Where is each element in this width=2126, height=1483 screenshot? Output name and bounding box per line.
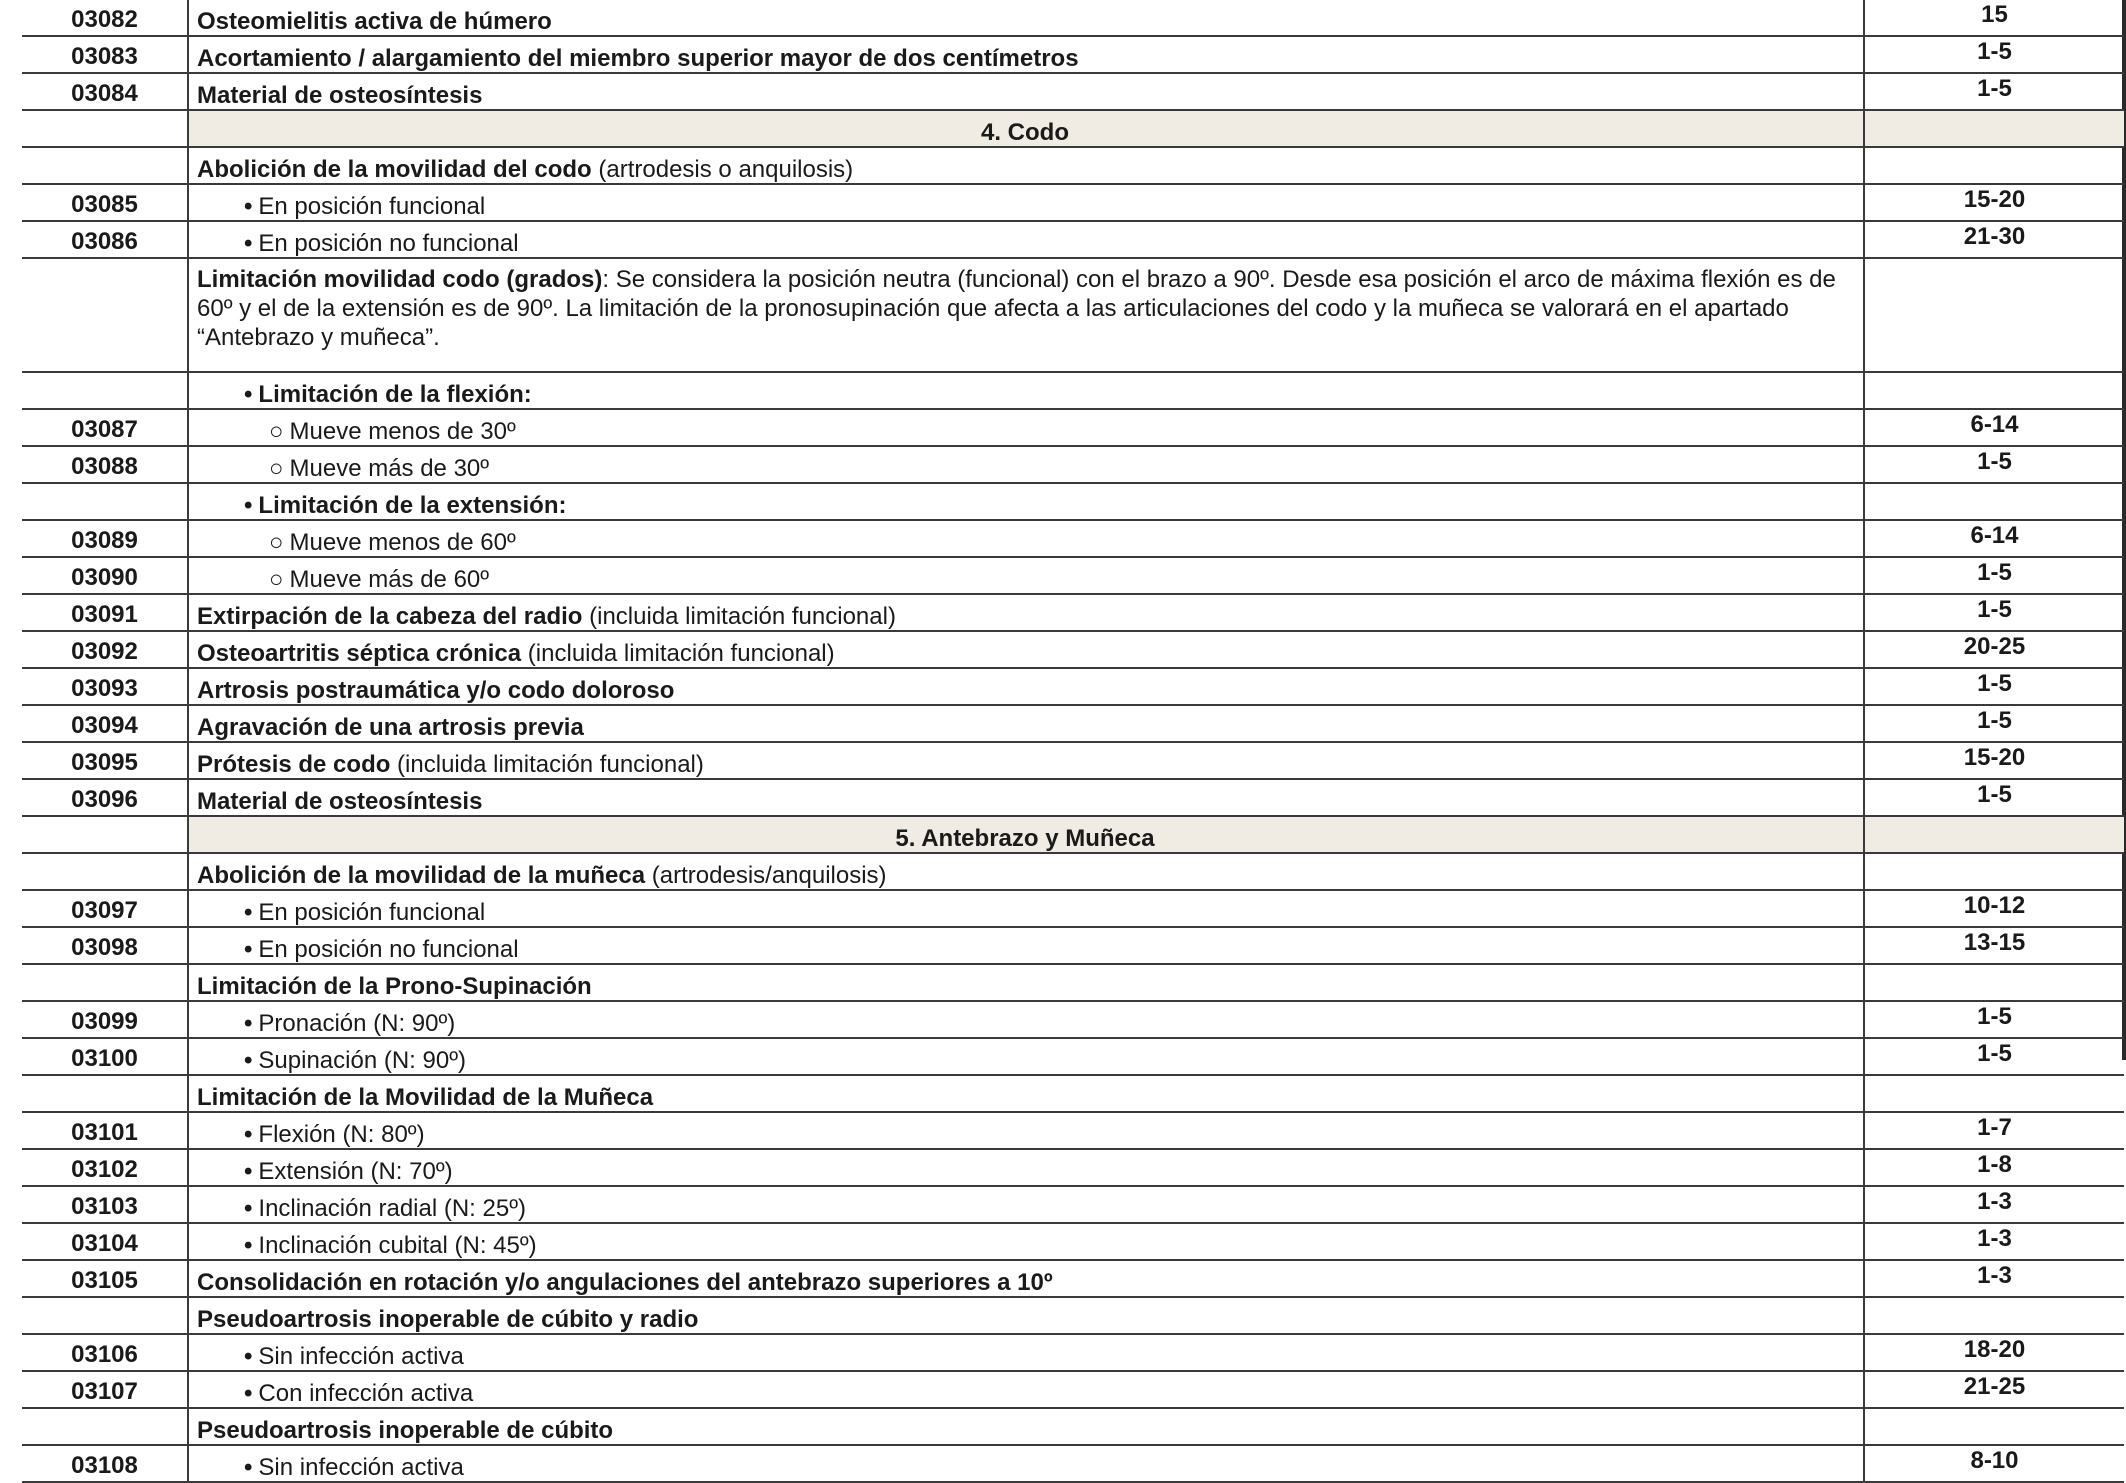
item-value bbox=[1864, 372, 2124, 409]
item-value bbox=[1864, 964, 2124, 1001]
item-code: 03103 bbox=[22, 1186, 188, 1223]
item-value: 1-5 bbox=[1864, 446, 2124, 483]
item-note: Pronación (N: 90º) bbox=[258, 1010, 456, 1037]
bullet-icon: • bbox=[244, 1195, 253, 1222]
item-description bbox=[188, 1149, 1864, 1186]
item-note: (incluida limitación funcional) bbox=[390, 751, 704, 778]
section-header-row bbox=[22, 110, 2124, 147]
table-row bbox=[22, 73, 2124, 110]
section-title: 4. Codo bbox=[188, 110, 1864, 147]
item-note: Sin infección activa bbox=[258, 1343, 464, 1370]
item-value: 6-14 bbox=[1864, 520, 2124, 557]
item-description bbox=[188, 1445, 1864, 1482]
item-note: Inclinación radial (N: 25º) bbox=[258, 1195, 526, 1222]
paragraph-title: Limitación movilidad codo (grados) bbox=[197, 266, 603, 293]
table-row bbox=[22, 927, 2124, 964]
bullet-icon: • bbox=[244, 899, 253, 926]
item-value: 1-5 bbox=[1864, 1001, 2124, 1038]
item-title: Acortamiento / alargamiento del miembro superior mayor de dos centímetros bbox=[197, 45, 1079, 72]
item-value: 10-12 bbox=[1864, 890, 2124, 927]
table-row bbox=[22, 1075, 2124, 1112]
item-code: 03101 bbox=[22, 1112, 188, 1149]
item-title: Prótesis de codo bbox=[197, 751, 391, 778]
item-code bbox=[22, 1075, 188, 1112]
item-note: Con infección activa bbox=[258, 1380, 474, 1407]
bullet-icon: • bbox=[244, 1232, 253, 1259]
item-title: Osteoartritis séptica crónica bbox=[197, 640, 522, 667]
item-code: 03097 bbox=[22, 890, 188, 927]
item-value: 21-25 bbox=[1864, 1371, 2124, 1408]
table-row bbox=[22, 1186, 2124, 1223]
bullet-icon: • bbox=[244, 1454, 253, 1481]
item-title: Pseudoartrosis inoperable de cúbito bbox=[197, 1417, 614, 1444]
paragraph-text: : Se considera la posición neutra (funcional) con el brazo a 90º. Desde esa posición el arco de máxima flexión es de 60º y el de la extensión es de 90º. La limitación de la pronosupinación que afecta a las articulaciones del codo y la muñeca se valorará en el apartado “Antebrazo y muñeca”. bbox=[197, 266, 1836, 351]
item-note: Supinación (N: 90º) bbox=[258, 1047, 466, 1074]
table-row bbox=[22, 705, 2124, 742]
item-value bbox=[1864, 1297, 2124, 1334]
item-code bbox=[22, 147, 188, 184]
table-row bbox=[22, 1371, 2124, 1408]
item-description bbox=[188, 1075, 1864, 1112]
item-description bbox=[188, 1408, 1864, 1445]
item-description bbox=[188, 1001, 1864, 1038]
table-row bbox=[22, 1223, 2124, 1260]
bullet-icon: • bbox=[244, 1010, 253, 1037]
item-note: Inclinación cubital (N: 45º) bbox=[258, 1232, 537, 1259]
item-code: 03087 bbox=[22, 409, 188, 446]
item-code bbox=[22, 483, 188, 520]
item-value bbox=[1864, 1075, 2124, 1112]
table-row bbox=[22, 890, 2124, 927]
item-code bbox=[22, 1297, 188, 1334]
item-title: Abolición de la movilidad de la muñeca bbox=[197, 862, 646, 889]
item-note: Mueve menos de 60º bbox=[289, 529, 516, 556]
item-description bbox=[188, 964, 1864, 1001]
item-code: 03094 bbox=[22, 705, 188, 742]
item-code: 03107 bbox=[22, 1371, 188, 1408]
item-code: 03090 bbox=[22, 557, 188, 594]
section-title: 5. Antebrazo y Muñeca bbox=[188, 816, 1864, 853]
item-value: 1-5 bbox=[1864, 36, 2124, 73]
item-value: 1-3 bbox=[1864, 1186, 2124, 1223]
item-code: 03096 bbox=[22, 779, 188, 816]
item-code: 03095 bbox=[22, 742, 188, 779]
item-code: 03104 bbox=[22, 1223, 188, 1260]
item-title: Limitación de la extensión: bbox=[258, 492, 567, 519]
item-value bbox=[1864, 853, 2124, 890]
bullet-icon: • bbox=[244, 193, 253, 220]
item-description bbox=[188, 1223, 1864, 1260]
item-note: (incluida limitación funcional) bbox=[521, 640, 835, 667]
table-row bbox=[22, 964, 2124, 1001]
item-note: (artrodesis o anquilosis) bbox=[591, 156, 854, 183]
item-description bbox=[188, 147, 1864, 184]
item-title: Pseudoartrosis inoperable de cúbito y radio bbox=[197, 1306, 699, 1333]
item-code: 03086 bbox=[22, 221, 188, 258]
item-description bbox=[188, 0, 1864, 36]
item-note: En posición funcional bbox=[258, 193, 486, 220]
item-value bbox=[1864, 1408, 2124, 1445]
item-description bbox=[188, 631, 1864, 668]
bullet-icon: • bbox=[244, 1158, 253, 1185]
item-code: 03083 bbox=[22, 36, 188, 73]
item-note: En posición no funcional bbox=[258, 230, 519, 257]
item-code: 03091 bbox=[22, 594, 188, 631]
item-title: Osteomielitis activa de húmero bbox=[197, 8, 552, 35]
item-note: En posición no funcional bbox=[258, 936, 519, 963]
table-row bbox=[22, 557, 2124, 594]
item-description bbox=[188, 446, 1864, 483]
table-row bbox=[22, 1445, 2124, 1482]
code-cell bbox=[22, 816, 188, 853]
code-cell bbox=[22, 110, 188, 147]
item-code: 03108 bbox=[22, 1445, 188, 1482]
item-code: 03085 bbox=[22, 184, 188, 221]
table-row bbox=[22, 221, 2124, 258]
item-value: 21-30 bbox=[1864, 221, 2124, 258]
item-note: Extensión (N: 70º) bbox=[258, 1158, 453, 1185]
item-title: Limitación de la flexión: bbox=[258, 381, 532, 408]
circle-bullet-icon: ○ bbox=[269, 418, 284, 445]
item-value: 20-25 bbox=[1864, 631, 2124, 668]
item-title: Abolición de la movilidad del codo bbox=[197, 156, 592, 183]
item-note: Mueve más de 30º bbox=[289, 455, 490, 482]
item-value: 8-10 bbox=[1864, 1445, 2124, 1482]
circle-bullet-icon: ○ bbox=[269, 566, 284, 593]
item-value: 15-20 bbox=[1864, 742, 2124, 779]
table-row bbox=[22, 1112, 2124, 1149]
item-description bbox=[188, 779, 1864, 816]
circle-bullet-icon: ○ bbox=[269, 529, 284, 556]
bullet-icon: • bbox=[244, 1047, 253, 1074]
item-code bbox=[22, 964, 188, 1001]
item-note: En posición funcional bbox=[258, 899, 486, 926]
bullet-icon: • bbox=[244, 230, 253, 257]
table-row bbox=[22, 520, 2124, 557]
item-note: Flexión (N: 80º) bbox=[258, 1121, 425, 1148]
item-value: 18-20 bbox=[1864, 1334, 2124, 1371]
value-cell bbox=[1864, 258, 2124, 372]
table-row bbox=[22, 483, 2124, 520]
table-row bbox=[22, 1001, 2124, 1038]
item-description bbox=[188, 1038, 1864, 1075]
item-description bbox=[188, 668, 1864, 705]
item-description bbox=[188, 1371, 1864, 1408]
item-value: 1-5 bbox=[1864, 594, 2124, 631]
bullet-icon: • bbox=[244, 1380, 253, 1407]
table-row bbox=[22, 853, 2124, 890]
item-code: 03100 bbox=[22, 1038, 188, 1075]
table-row bbox=[22, 742, 2124, 779]
item-title: Agravación de una artrosis previa bbox=[197, 714, 584, 741]
table-row bbox=[22, 36, 2124, 73]
table-row bbox=[22, 668, 2124, 705]
item-code: 03105 bbox=[22, 1260, 188, 1297]
paragraph-cell bbox=[188, 258, 1864, 372]
item-value: 1-5 bbox=[1864, 705, 2124, 742]
item-code: 03099 bbox=[22, 1001, 188, 1038]
circle-bullet-icon: ○ bbox=[269, 455, 284, 482]
code-cell bbox=[22, 258, 188, 372]
explanatory-paragraph-row bbox=[22, 258, 2124, 372]
table-row bbox=[22, 409, 2124, 446]
item-title: Material de osteosíntesis bbox=[197, 788, 483, 815]
item-code bbox=[22, 1408, 188, 1445]
item-description bbox=[188, 1260, 1864, 1297]
item-code: 03098 bbox=[22, 927, 188, 964]
item-description bbox=[188, 184, 1864, 221]
item-description bbox=[188, 1297, 1864, 1334]
item-description bbox=[188, 557, 1864, 594]
item-code: 03088 bbox=[22, 446, 188, 483]
item-description bbox=[188, 36, 1864, 73]
table-row bbox=[22, 779, 2124, 816]
item-value: 6-14 bbox=[1864, 409, 2124, 446]
item-code: 03092 bbox=[22, 631, 188, 668]
item-description bbox=[188, 594, 1864, 631]
item-code: 03084 bbox=[22, 73, 188, 110]
item-value: 1-5 bbox=[1864, 73, 2124, 110]
item-description bbox=[188, 1112, 1864, 1149]
item-value: 15 bbox=[1864, 0, 2124, 36]
item-value: 15-20 bbox=[1864, 184, 2124, 221]
item-description bbox=[188, 1186, 1864, 1223]
item-value bbox=[1864, 147, 2124, 184]
table-row bbox=[22, 147, 2124, 184]
bullet-icon: • bbox=[244, 381, 253, 408]
item-description bbox=[188, 409, 1864, 446]
item-title: Consolidación en rotación y/o angulaciones del antebrazo superiores a 10º bbox=[197, 1269, 1053, 1296]
item-description bbox=[188, 372, 1864, 409]
item-value: 1-8 bbox=[1864, 1149, 2124, 1186]
bullet-icon: • bbox=[244, 1121, 253, 1148]
item-code: 03093 bbox=[22, 668, 188, 705]
item-title: Extirpación de la cabeza del radio bbox=[197, 603, 583, 630]
item-value: 1-3 bbox=[1864, 1223, 2124, 1260]
table-row bbox=[22, 1149, 2124, 1186]
item-value: 1-5 bbox=[1864, 557, 2124, 594]
item-note: Sin infección activa bbox=[258, 1454, 464, 1481]
item-note: (artrodesis/anquilosis) bbox=[645, 862, 887, 889]
item-value: 1-3 bbox=[1864, 1260, 2124, 1297]
item-code bbox=[22, 853, 188, 890]
value-cell bbox=[1864, 816, 2124, 853]
item-description bbox=[188, 520, 1864, 557]
table-row bbox=[22, 1334, 2124, 1371]
item-note: Mueve más de 60º bbox=[289, 566, 490, 593]
item-description bbox=[188, 705, 1864, 742]
value-cell bbox=[1864, 110, 2124, 147]
table-row bbox=[22, 631, 2124, 668]
item-code: 03089 bbox=[22, 520, 188, 557]
item-code bbox=[22, 372, 188, 409]
item-value: 1-5 bbox=[1864, 668, 2124, 705]
table-row bbox=[22, 1297, 2124, 1334]
item-value bbox=[1864, 483, 2124, 520]
table-row bbox=[22, 1260, 2124, 1297]
table-row bbox=[22, 446, 2124, 483]
table-row bbox=[22, 0, 2124, 36]
item-note: Mueve menos de 30º bbox=[289, 418, 516, 445]
item-value: 1-5 bbox=[1864, 779, 2124, 816]
table-row bbox=[22, 1038, 2124, 1075]
bullet-icon: • bbox=[244, 936, 253, 963]
item-code: 03082 bbox=[22, 0, 188, 36]
item-description bbox=[188, 853, 1864, 890]
item-description bbox=[188, 742, 1864, 779]
item-title: Material de osteosíntesis bbox=[197, 82, 483, 109]
item-value: 1-7 bbox=[1864, 1112, 2124, 1149]
item-title: Limitación de la Movilidad de la Muñeca bbox=[197, 1084, 654, 1111]
item-description bbox=[188, 483, 1864, 520]
table-row bbox=[22, 372, 2124, 409]
item-description bbox=[188, 221, 1864, 258]
bullet-icon: • bbox=[244, 492, 253, 519]
item-description bbox=[188, 73, 1864, 110]
item-description bbox=[188, 890, 1864, 927]
section-header-row bbox=[22, 816, 2124, 853]
item-title: Limitación de la Prono-Supinación bbox=[197, 973, 592, 1000]
item-description bbox=[188, 1334, 1864, 1371]
item-code: 03106 bbox=[22, 1334, 188, 1371]
item-note: (incluida limitación funcional) bbox=[582, 603, 896, 630]
table-row bbox=[22, 1408, 2124, 1445]
item-code: 03102 bbox=[22, 1149, 188, 1186]
table-row bbox=[22, 184, 2124, 221]
item-description bbox=[188, 927, 1864, 964]
item-value: 13-15 bbox=[1864, 927, 2124, 964]
bullet-icon: • bbox=[244, 1343, 253, 1370]
table-row bbox=[22, 594, 2124, 631]
item-title: Artrosis postraumática y/o codo doloroso bbox=[197, 677, 675, 704]
baremo-table bbox=[22, 0, 2124, 1483]
item-value: 1-5 bbox=[1864, 1038, 2124, 1075]
